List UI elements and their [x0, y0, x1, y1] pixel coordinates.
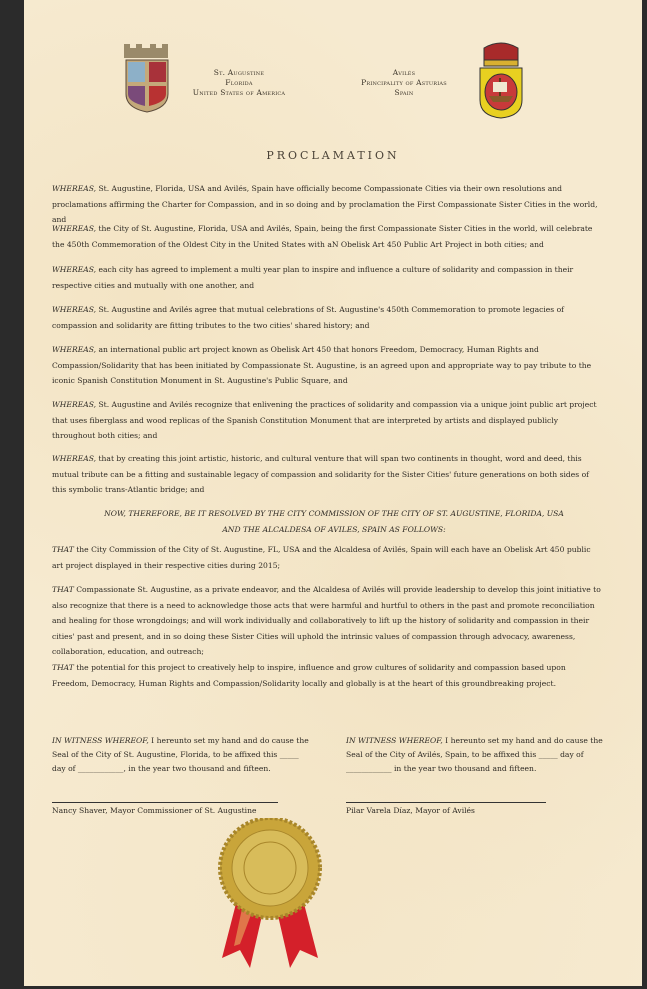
whereas-text: that by creating this joint artistic, historic, and cultural venture that will span two continents in thought, word and deed, this mutual tribute can be a fitting and sustainable legacy of compassion and solidarity for the Sister Cities' future generations on both sides of this symbolic trans-Atlantic bridge; and: [52, 454, 589, 494]
whereas-text: an international public art project known as Obelisk Art 450 that honors Freedom, Democracy, Human Rights and Compassion/Solidarity that has been initiated by Compassionate St. Augustine, is an agreed upon and appropriate way to pay tribute to the iconic Spanish Constitution Monument in St. Augustine's Public Square, and: [52, 345, 592, 385]
proclamation-page: [24, 0, 642, 986]
witness-text: I hereunto set my hand and do cause the Seal of the City of St. Augustine, Florida, to be affixed this _____ day of ____________, in the year two thousand and fifteen.: [52, 736, 309, 773]
witness-lead: IN WITNESS WHEREOF,: [346, 736, 443, 745]
that-text: Compassionate St. Augustine, as a private endeavor, and the Alcaldesa of Avilés will provide leadership to develop this joint initiative to also recognize that there is a need to acknowledge those acts that were harmful and hurtful to others in the past and promote reconciliation and healing for those wrongdoings; and will work individually and collaboratively to lift up the history of solidarity and compassion in their cities' past and present, and in so doing these Sister Cities will uphold the intrinsic values of compassion through advocacy, awareness, collaboration, education, and outreach;: [52, 585, 601, 656]
header-left-line1: St. Augustine: [213, 68, 265, 77]
whereas-lead: WHEREAS,: [52, 224, 97, 233]
that-clause-3: [52, 660, 602, 691]
signature-line-left: [52, 802, 278, 803]
whereas-lead: WHEREAS,: [52, 305, 97, 314]
header-left-line2: Florida: [225, 78, 253, 87]
whereas-paragraph-6: [52, 397, 602, 444]
whereas-text: St. Augustine and Avilés agree that mutual celebrations of St. Augustine's 450th Commemoration to promote legacies of compassion and solidarity are fitting tributes to the two cities' shared history; and: [52, 305, 564, 330]
resolved-line2: AND THE ALCALDESA OF AVILES, SPAIN AS FOLLOWS:: [222, 524, 446, 534]
whereas-lead: WHEREAS,: [52, 345, 97, 354]
whereas-paragraph-4: [52, 302, 602, 333]
witness-left: [52, 734, 312, 776]
that-lead: THAT: [52, 663, 74, 672]
whereas-lead: WHEREAS,: [52, 400, 97, 409]
header-right-line2: Principality of Asturias: [361, 78, 447, 87]
header-left-line3: United States of America: [192, 88, 286, 97]
that-clause-1: [52, 542, 602, 573]
that-clause-2: [52, 582, 602, 660]
resolved-statement: [64, 506, 604, 537]
st-augustine-heading: [184, 68, 294, 98]
whereas-paragraph-2: [52, 221, 602, 252]
whereas-text: St. Augustine, Florida, USA and Avilés, Spain have officially become Compassionate Cities via their own resolutions and proclamations affirming the Charter for Compassion, and in so doing and by proclamation the First Compassionate Sister Cities in the world, and: [52, 184, 598, 224]
whereas-paragraph-7: [52, 451, 602, 498]
header-right-line3: Spain: [394, 88, 414, 97]
whereas-lead: WHEREAS,: [52, 454, 97, 463]
that-text: the City Commission of the City of St. Augustine, FL, USA and the Alcaldesa of Avilés, Spain will each have an Obelisk Art 450 public art project displayed in their respective cities during 2015;: [52, 545, 591, 570]
gold-seal-icon: [210, 818, 330, 978]
aviles-heading: [344, 68, 464, 98]
signature-name-left: Nancy Shaver, Mayor Commissioner of St. Augustine: [52, 806, 257, 815]
signature-name-right: Pilar Varela Díaz, Mayor of Avilés: [346, 806, 475, 815]
whereas-text: each city has agreed to implement a multi year plan to inspire and influence a culture of solidarity and compassion in their respective cities and mutually with one another, and: [52, 265, 574, 290]
whereas-text: the City of St. Augustine, Florida, USA and Avilés, Spain, being the first Compassionate Sister Cities in the world, will celebrate the 450th Commemoration of the Oldest City in the United States with aN Obelisk Art 450 Public Art Project in both cities; and: [52, 224, 593, 249]
resolved-line1: NOW, THEREFORE, BE IT RESOLVED BY THE CITY COMMISSION OF THE CITY OF ST. AUGUSTINE, FLORIDA, USA: [104, 509, 564, 518]
witness-right: [346, 734, 606, 776]
whereas-lead: WHEREAS,: [52, 265, 97, 274]
signature-line-right: [346, 802, 546, 803]
witness-lead: IN WITNESS WHEREOF,: [52, 736, 149, 745]
whereas-lead: WHEREAS,: [52, 184, 97, 193]
that-lead: THAT: [52, 545, 74, 554]
page-title: PROCLAMATION: [266, 149, 400, 162]
whereas-paragraph-5: [52, 342, 602, 389]
aviles-coat-of-arms-icon: [476, 42, 526, 120]
header-right-line1: Avilés: [392, 68, 416, 77]
that-text: the potential for this project to creatively help to inspire, influence and grow cultures of solidarity and compassion based upon Freedom, Democracy, Human Rights and Compassion/Solidarity locally and globally is at the heart of this groundbreaking project.: [52, 663, 566, 688]
that-lead: THAT: [52, 585, 74, 594]
st-augustine-coat-of-arms-icon: [120, 42, 174, 114]
whereas-paragraph-3: [52, 262, 602, 293]
witness-text: I hereunto set my hand and do cause the Seal of the City of Avilés, Spain, to be affixed this _____ day of ____________ in the year two thousand and fifteen.: [346, 736, 603, 773]
whereas-text: St. Augustine and Avilés recognize that enlivening the practices of solidarity and compassion via a unique joint public art project that uses fiberglass and wood replicas of the Spanish Constitution Monument that are interpreted by artists and displayed publicly throughout both cities; and: [52, 400, 597, 440]
